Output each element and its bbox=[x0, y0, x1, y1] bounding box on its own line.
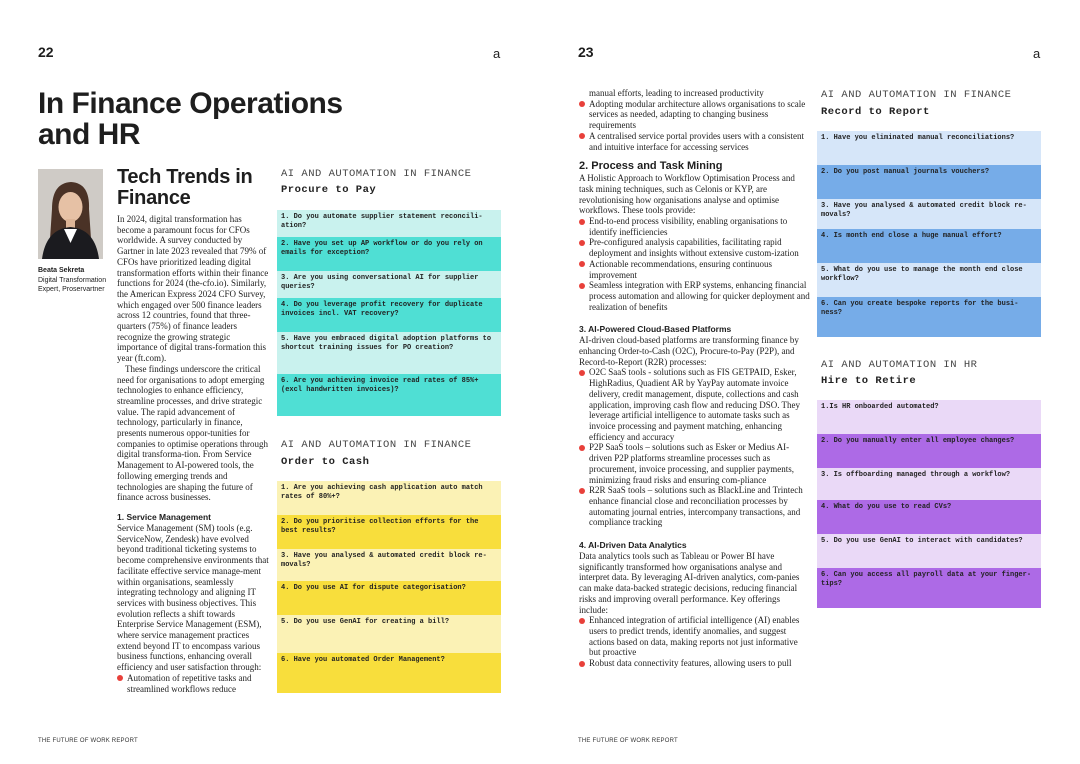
bullet-list bbox=[579, 216, 811, 312]
bullet-item: Enhanced integration of artificial intelligence (AI) enables users to predict trends, identify anomalies, and suggest actions based on data, making reports not just informative but proactive bbox=[579, 615, 811, 658]
article-column bbox=[579, 88, 811, 669]
page-footer: THE FUTURE OF WORK REPORT bbox=[578, 738, 678, 744]
bullet-item: Robust data connectivity features, allowing users to pull bbox=[579, 658, 811, 669]
section-subtitle: Order to Cash bbox=[281, 456, 370, 468]
bullet-item: Automation of repetitive tasks and streamlined workflows reduce bbox=[117, 673, 270, 694]
article-column bbox=[117, 167, 270, 694]
bullet-item: O2C SaaS tools - solutions such as FIS GETPAID, Esker, HighRadius, Quadient AR by YayPay automate invoice delivery, credit management, dispute, collections and cash application, improving cash flow and reducing DSO. They leverage artificial intelligence to automate tasks such as invoice processing and payment matching, enhancing efficiency and accuracy bbox=[579, 367, 811, 442]
section-label: AI AND AUTOMATION IN FINANCE bbox=[281, 439, 472, 451]
bullet-item: P2P SaaS tools – solutions such as Esker or Medius AI-driven P2P platforms streamline processes such as procurement, invoice processing, and supplier payments, minimizing fraud risks and ensuring com-pliance bbox=[579, 442, 811, 485]
section-label: AI AND AUTOMATION IN FINANCE bbox=[281, 168, 472, 180]
section-heading: 3. AI-Powered Cloud-Based Platforms bbox=[579, 324, 732, 335]
question-box: 6. Can you create bespoke reports for the busi-ness? bbox=[817, 297, 1041, 337]
question-box: 4. Do you use AI for dispute categorisation? bbox=[277, 581, 501, 615]
section-heading: 4. AI-Driven Data Analytics bbox=[579, 540, 687, 551]
author-portrait bbox=[38, 169, 103, 259]
question-box: 3. Are you using conversational AI for supplier queries? bbox=[277, 271, 501, 298]
question-box: 2. Have you set up AP workflow or do you rely on emails for exception? bbox=[277, 237, 501, 271]
right-page bbox=[540, 0, 1080, 764]
section-body: AI-driven cloud-based platforms are transforming finance by enhancing Order-to-Cash (O2C), Procure-to-Pay (P2P), and Record-to-Report (R2R) processes: bbox=[579, 335, 799, 367]
bullet-item: A centralised service portal provides users with a consistent and intuitive interface for accessing services bbox=[579, 131, 811, 152]
question-box: 6. Have you automated Order Management? bbox=[277, 653, 501, 693]
bullet-item: Adopting modular architecture allows organisations to scale services as needed, adapting to changing business requirements bbox=[579, 99, 811, 131]
question-box: 4. What do you use to read CVs? bbox=[817, 500, 1041, 534]
question-box: 5. Do you use GenAI for creating a bill? bbox=[277, 615, 501, 653]
section-body: Service Management (SM) tools (e.g. ServiceNow, Zendesk) have evolved beyond traditional ticketing systems to become comprehensive environments that facilitate effective service manage-ment within organisations, seamlessly integrating technology and aligning IT services with business objectives. This evolution reflects a shift towards Enterprise Service Management (ESM), where service management practices extend beyond IT to encompass various business functions, enhancing overall efficiency and user satisfaction through: bbox=[117, 522, 269, 673]
bullet-item: Pre-configured analysis capabilities, facilitating rapid deployment and insights without extensive custom-ization bbox=[579, 237, 811, 258]
question-box: 1. Have you eliminated manual reconciliations? bbox=[817, 131, 1041, 165]
author-name: Beata Sekreta bbox=[38, 267, 85, 274]
bullet-list bbox=[579, 615, 811, 669]
question-box: 1. Are you achieving cash application auto match rates of 80%+? bbox=[277, 481, 501, 515]
question-box: 6. Can you access all payroll data at your finger-tips? bbox=[817, 568, 1041, 608]
page-number: 23 bbox=[578, 44, 594, 60]
bullet-list bbox=[579, 367, 811, 528]
author-caption bbox=[38, 266, 108, 295]
question-box: 2. Do you manually enter all employee changes? bbox=[817, 434, 1041, 468]
continued-text: manual efforts, leading to increased productivity bbox=[589, 88, 764, 98]
brand-logo: a bbox=[493, 46, 501, 61]
bullet-item: Seamless integration with ERP systems, enhancing financial process automation and allowing for quicker deployment and realization of benefits bbox=[579, 280, 811, 312]
article-paragraph: These findings underscore the critical need for organisations to adopt emerging technologies to enhance efficiency, streamline processes, and drive strategic value. The rapid advancement of technology, particularly in finance, presents numerous oppor-tunities for companies to optimise operations through digital transforma-tion. From Service Management to AI-powered tools, the following emerging trends and technologies are shaping the future of finance across businesses. bbox=[117, 363, 268, 503]
bullet-list bbox=[117, 673, 270, 694]
brand-logo: a bbox=[1033, 46, 1041, 61]
article-intro: In 2024, digital transformation has become a paramount focus for CFOs worldwide. A survey conducted by Gartner in late 2023 revealed that 79% of CFOs have prioritized leading digital transformation efforts within their finance functions for 2024 (the-cfo.io). Similarly, the American Express 2024 CFO Survey, which engaged over 500 finance leaders across 12 countries, found that three-quarters (75%) of finance leaders recognize the growing strategic importance of digital trans-formation this year (ft.com). bbox=[117, 214, 269, 364]
question-box: 5. What do you use to manage the month end close workflow? bbox=[817, 263, 1041, 297]
section-heading: 1. Service Management bbox=[117, 511, 212, 522]
question-box: 3. Is offboarding managed through a workflow? bbox=[817, 468, 1041, 500]
question-box: 1. Do you automate supplier statement reconcili-ation? bbox=[277, 210, 501, 237]
bullet-item: End-to-end process visibility, enabling organisations to identify inefficiencies bbox=[579, 216, 811, 237]
bullet-item: Actionable recommendations, ensuring continuous improvement bbox=[579, 259, 811, 280]
question-box: 1.Is HR onboarded automated? bbox=[817, 400, 1041, 434]
section-subtitle: Hire to Retire bbox=[821, 375, 917, 387]
page-title: In Finance Operations and HR bbox=[38, 87, 343, 151]
section-subtitle: Procure to Pay bbox=[281, 184, 377, 196]
section-subtitle: Record to Report bbox=[821, 106, 930, 118]
question-box: 5. Have you embraced digital adoption platforms to shortcut training issues for PO creation? bbox=[277, 332, 501, 374]
section-body: A Holistic Approach to Workflow Optimisation Process and task mining techniques, such as Celonis or KYP, are revolutionising how organisations analyse and optimise workflows. These tools provide: bbox=[579, 173, 795, 216]
question-box: 4. Do you leverage profit recovery for duplicate invoices incl. VAT recovery? bbox=[277, 298, 501, 332]
page-footer: THE FUTURE OF WORK REPORT bbox=[38, 738, 138, 744]
question-box: 6. Are you achieving invoice read rates of 85%+ (excl handwritten invoices)? bbox=[277, 374, 501, 416]
question-box: 2. Do you prioritise collection efforts for the best results? bbox=[277, 515, 501, 549]
question-box: 5. Do you use GenAI to interact with candidates? bbox=[817, 534, 1041, 568]
section-label: AI AND AUTOMATION IN HR bbox=[821, 359, 978, 371]
section-label: AI AND AUTOMATION IN FINANCE bbox=[821, 89, 1012, 101]
section-body: Data analytics tools such as Tableau or Power BI have significantly transformed how organisations analyse and interpret data. By leveraging AI-driven analytics, com-panies can make data-backed strategic decisions, reducing financial risks and improving overall performance. Key offerings include: bbox=[579, 551, 800, 615]
portrait-image bbox=[38, 169, 103, 259]
question-box: 4. Is month end close a huge manual effort? bbox=[817, 229, 1041, 263]
page-number: 22 bbox=[38, 44, 54, 60]
question-box: 3. Have you analysed & automated credit block re-movals? bbox=[817, 199, 1041, 229]
question-box: 2. Do you post manual journals vouchers? bbox=[817, 165, 1041, 199]
article-title: Tech Trends in Finance bbox=[117, 166, 253, 209]
question-box: 3. Have you analysed & automated credit block re-movals? bbox=[277, 549, 501, 581]
bullet-list bbox=[579, 99, 811, 153]
bullet-item: R2R SaaS tools – solutions such as BlackLine and Trintech enhance financial close and reconciliation processes by automating journal entries, intercompany transactions, and compliance tracking bbox=[579, 485, 811, 528]
section-heading: 2. Process and Task Mining bbox=[579, 160, 723, 173]
author-role: Digital Transformation Expert, Proservartner bbox=[38, 276, 107, 293]
